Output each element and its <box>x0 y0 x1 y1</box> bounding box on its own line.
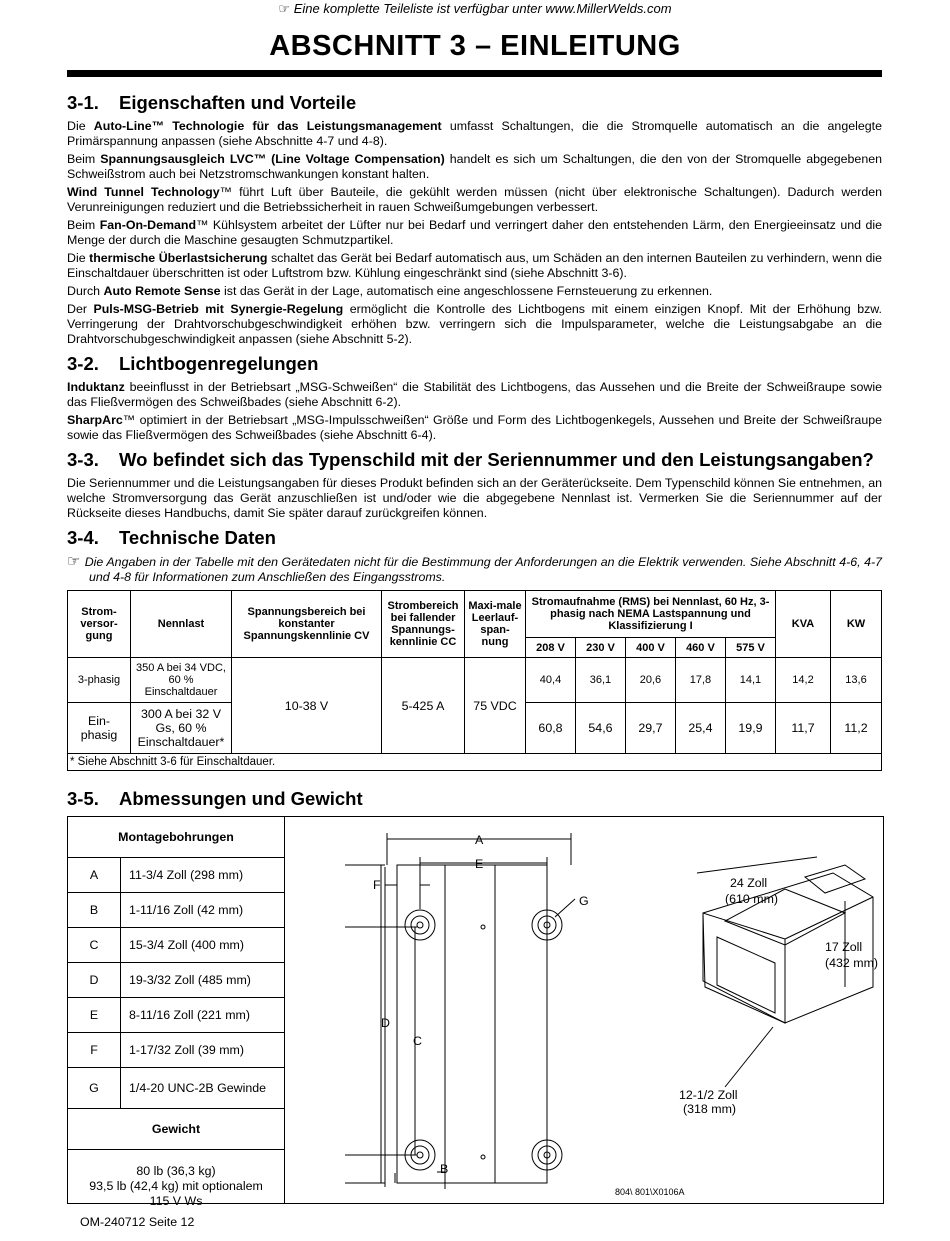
table-row: C 15-3/4 Zoll (400 mm) <box>68 928 284 963</box>
col-header: Strom-versor-gung <box>68 591 131 658</box>
voltage-header: 575 V <box>725 638 775 658</box>
section-heading: 3-5. Abmessungen und Gewicht <box>67 788 363 809</box>
table-row: B 1-11/16 Zoll (42 mm) <box>68 893 284 928</box>
col-header: KVA <box>776 591 831 658</box>
section-heading: 3-2. Lichtbogenregelungen <box>67 353 319 374</box>
paragraph: Wind Tunnel Technology™ führt Luft über Bauteile, die gekühlt werden müssen (nicht über elektronische Schaltungen). Dadurch werden Verunreinigungen reduziert und die Betriebssicherheit in rauen Schweißumgebungen verbessert. <box>67 185 882 214</box>
base-plate <box>397 865 547 1183</box>
dim-label: F <box>373 878 381 892</box>
content <box>67 92 883 809</box>
title-rule <box>67 70 882 77</box>
dim-label: 24 Zoll <box>730 876 768 890</box>
section-3-2 <box>67 353 882 443</box>
dim-label: (432 mm) <box>825 956 879 970</box>
section-3-4 <box>67 527 882 771</box>
table-row: Ein-phasig 300 A bei 32 V Gs, 60 % Einschaltdauer* 60,8 54,6 29,7 25,4 19,9 11,7 11,2 <box>68 703 882 754</box>
voltage-header: 400 V <box>625 638 675 658</box>
dim-label: E <box>475 857 484 871</box>
table-row: A 11-3/4 Zoll (298 mm) <box>68 858 284 893</box>
paragraph: Der Puls-MSG-Betrieb mit Synergie-Regelung ermöglicht die Kontrolle des Lichtbogens mit einem einzigen Knopf. Mit der Erhöhung bzw. Verringerung der Drahtvorschubgeschwindigkeit erhöhen bzw. verringern sich die Impulsparameter, welche die Leistungsabgabe an die Drahtvorschubgeschwindigkeit anpassen (siehe Abschnitt 5-2). <box>67 302 882 346</box>
paragraph: Durch Auto Remote Sense ist das Gerät in der Lage, automatisch eine angeschlossene Fernsteuerung zu erkennen. <box>67 284 713 298</box>
weight-values: 80 lb (36,3 kg) 93,5 lb (42,4 kg) mit optionalem 115 V Ws <box>89 1163 263 1208</box>
paragraph: Die thermische Überlastsicherung schaltet das Gerät bei Bedarf automatisch aus, um Schäden an den internen Bauteilen zu verhindern, wenn die Einschaltdauer überschritten ist oder Luftstrom bzw. Kühlung eingeschränkt sind (siehe Abschnitt 3-6). <box>67 251 883 280</box>
col-header: Stromaufnahme (RMS) bei Nennlast, 60 Hz, 3-phasig nach NEMA Lastspannung und Klassifizierung I <box>526 591 776 638</box>
paragraph: Die Auto-Line™ Technologie für das Leistungsmanagement umfasst Schaltungen, die die Stromquelle automatisch an die angelegte Primärspannung anpassen (siehe Abschnitte 4-7 und 4-8). <box>67 119 882 148</box>
dim-label: B <box>440 1162 449 1176</box>
mounting-table <box>68 817 285 1208</box>
dim-label: (610 mm) <box>725 892 779 906</box>
section-3-1 <box>67 92 882 347</box>
spec-table <box>67 590 882 771</box>
dim-label: 17 Zoll <box>825 940 863 954</box>
voltage-header: 460 V <box>675 638 725 658</box>
col-header: Strombereich bei fallender Spannungs-kennlinie CC <box>382 591 465 658</box>
dim-label: 12-1/2 Zoll <box>679 1088 738 1102</box>
dim-label: G <box>579 894 589 908</box>
dim-label: A <box>475 833 484 847</box>
voltage-header: 230 V <box>575 638 625 658</box>
paragraph: SharpArc™ optimiert in der Betriebsart „MSG-Impulsschweißen“ Größe und Form des Lichtbogenkegels, Aussehen und Breite der Schweißraupe sowie das Fließvermögen des Schweißbades (siehe Abschnitt 6-4). <box>67 413 882 442</box>
pointing-hand-icon: ☞ <box>67 553 85 570</box>
page-title: ABSCHNITT 3 – EINLEITUNG <box>269 30 681 62</box>
table-footnote: * Siehe Abschnitt 3-6 für Einschaltdauer. <box>68 754 882 771</box>
paragraph: Induktanz beeinflusst in der Betriebsart „MSG-Schweißen“ die Stabilität des Lichtbogens, das Aussehen und die Breite der Schweißraupe sowie das Fließvermögen des Schweißbades (siehe Abschnitt 6-2). <box>67 380 882 409</box>
drawing-reference: 804\ 801\X0106A <box>615 1187 685 1197</box>
page-number: OM-240712 Seite 12 <box>80 1215 195 1229</box>
section-heading: 3-1. Eigenschaften und Vorteile <box>67 92 357 113</box>
parts-list-note: ☞ Eine komplette Teileliste ist verfügbar unter www.MillerWelds.com <box>278 1 672 16</box>
voltage-header: 208 V <box>526 638 576 658</box>
paragraph: Beim Spannungsausgleich LVC™ (Line Voltage Compensation) handelt es sich um Schaltungen, die den von der Stromquelle abgegebenen Schweißstrom auch bei Netzstromschwankungen konstant halten. <box>67 152 882 181</box>
table-row: D 19-3/32 Zoll (485 mm) <box>68 963 284 998</box>
mounting-header: Montagebohrungen <box>68 817 284 858</box>
section-heading: 3-3. Wo befindet sich das Typenschild mit der Seriennummer und den Leistungsangaben? <box>67 449 874 470</box>
dimension-drawing <box>285 817 883 1203</box>
section-3-3 <box>67 449 882 521</box>
table-note: ☞ Die Angaben in der Tabelle mit den Gerätedaten nicht für die Bestimmung der Anforderungen an die Elektrik verwenden. Siehe Abschnitt 4-6, 4-7 und 4-8 für Informationen zum Anschließen des Eingangsstroms. <box>67 553 883 584</box>
col-header: Maxi-male Leerlauf-span-nung <box>465 591 526 658</box>
paragraph: Die Seriennummer und die Leistungsangaben für dieses Produkt befinden sich an der Geräterückseite. Dem Typenschild können Sie entnehmen, an welche Stromversorgung das Gerät anzuschließen ist und/oder wie die abgegebene Nennlast ist. Vermerken Sie die Seriennummer auf der Rückseite dieses Handbuchs, damit Sie später darauf zurückgreifen können. <box>67 476 882 520</box>
table-row: E 8-11/16 Zoll (221 mm) <box>68 998 284 1033</box>
dimensions-box <box>67 816 884 1208</box>
table-row: 3-phasig 350 A bei 34 VDC, 60 % Einschaltdauer 10-38 V 5-425 A 75 VDC 40,4 36,1 20,6 17,8 14,1 14,2 13,6 <box>68 658 882 703</box>
section-3-5 <box>67 788 363 815</box>
dim-label: (318 mm) <box>683 1102 737 1116</box>
col-header: KW <box>831 591 882 658</box>
col-header: Spannungsbereich bei konstanter Spannungskennlinie CV <box>232 591 382 658</box>
paragraph: Beim Fan-On-Demand™ Kühlsystem arbeitet der Lüfter nur bei Bedarf und verringert daher den entstehenden Lärm, den Energieeinsatz und die Menge der durch die Maschine gesaugten Schmutzpartikel. <box>67 218 882 247</box>
table-row: G 1/4-20 UNC-2B Gewinde <box>68 1068 284 1109</box>
weight-header: Gewicht <box>68 1109 284 1150</box>
section-heading: 3-4. Technische Daten <box>67 527 276 548</box>
table-row: F 1-17/32 Zoll (39 mm) <box>68 1033 284 1068</box>
col-header: Nennlast <box>131 591 232 658</box>
dim-label: C <box>413 1034 422 1048</box>
dim-label: D <box>381 1016 390 1030</box>
